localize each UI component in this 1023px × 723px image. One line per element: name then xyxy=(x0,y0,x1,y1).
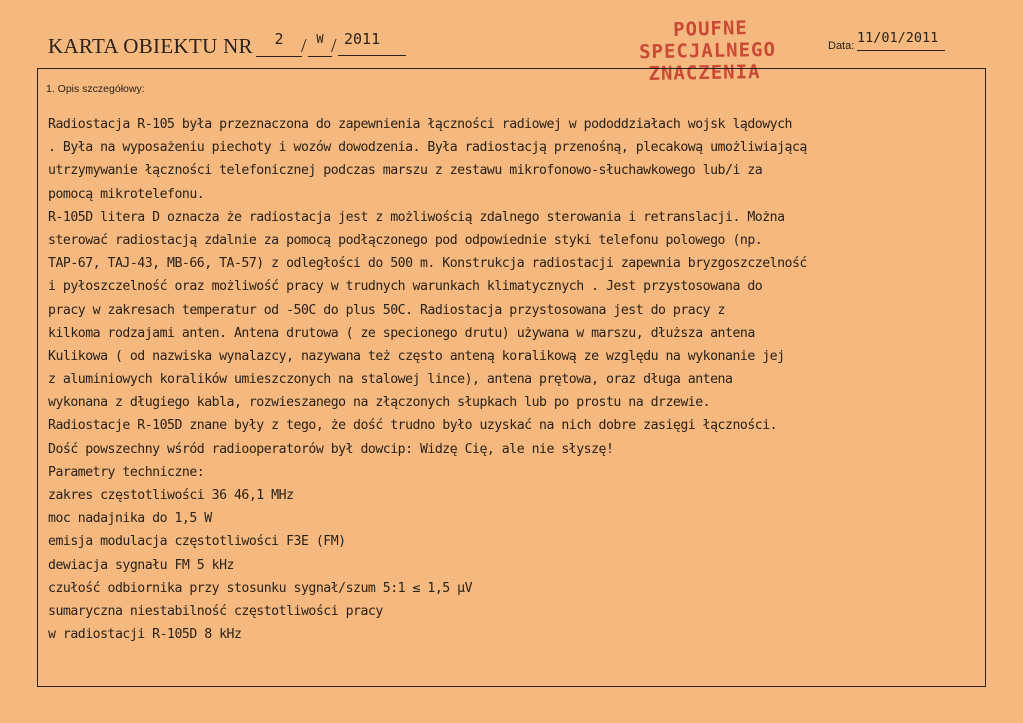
description-line: z aluminiowych koralików umieszczonych na stalowej lince), antena prętowa, oraz długa antena xyxy=(48,372,733,388)
description-line: Dość powszechny wśród radiooperatorów był dowcip: Widzę Cię, ale nie słyszę! xyxy=(48,441,614,457)
description-line: czułość odbiornika przy stosunku sygnał/szum 5:1 ≤ 1,5 μV xyxy=(48,580,473,596)
card-title: KARTA OBIEKTU NR xyxy=(48,34,253,58)
date-label: Data: xyxy=(828,40,855,52)
section-label: 1. Opis szczegółowy: xyxy=(46,83,145,95)
description-text xyxy=(48,113,973,646)
description-line: R-105D litera D oznacza że radiostacja jest z możliwością zdalnego sterowania i retranslacji. Można xyxy=(48,209,785,225)
stamp-line: ZNACZENIA xyxy=(648,61,761,85)
description-line: utrzymywanie łączności telefonicznej podczas marszu z zestawu mikrofonowo-słuchawkowego lub/i za xyxy=(48,163,763,179)
date-value: 11/01/2011 xyxy=(857,30,945,51)
stamp-line: SPECJALNEGO xyxy=(638,38,777,64)
number-separator: / xyxy=(331,35,337,57)
number-separator: / xyxy=(301,35,307,57)
description-line: i pyłoszczelność oraz możliwość pracy w trudnych warunkach klimatycznych . Jest przystosowana do xyxy=(48,279,763,295)
object-number-field-3: 2011 xyxy=(338,30,406,56)
stamp-line: POUFNE xyxy=(672,17,749,41)
description-line: pracy w zakresach temperatur od -50C do plus 50C. Radiostacja przystosowana jest do pracy z xyxy=(48,302,725,318)
description-line: TAP-67, TAJ-43, MB-66, TA-57) z odległości do 500 m. Konstrukcja radiostacji zapewnia bryzgoszczelność xyxy=(48,256,807,272)
description-line: Kulikowa ( od nazwiska wynalazcy, nazywana też często anteną koralikową ze względu na wykonanie jej xyxy=(48,348,785,364)
description-line: Parametry techniczne: xyxy=(48,464,205,480)
description-line: Radiostacje R-105D znane były z tego, że dość trudno było uzyskać na nich dobre zasięgi łączności. xyxy=(48,418,778,434)
object-number-field-2: W xyxy=(308,30,332,57)
description-line: sumaryczna niestabilność częstotliwości pracy xyxy=(48,603,383,619)
description-line: Radiostacja R-105 była przeznaczona do zapewnienia łączności radiowej w pododdziałach wojsk lądowych xyxy=(48,117,792,132)
description-line: emisja modulacja częstotliwości F3E (FM) xyxy=(48,534,346,550)
description-line: pomocą mikrotelefonu. xyxy=(48,186,205,202)
object-number-field-1: 2 xyxy=(256,30,302,57)
description-line: sterować radiostacją zdalnie za pomocą podłączonego pod odpowiednie styki telefonu polowego (np. xyxy=(48,232,763,248)
description-line: moc nadajnika do 1,5 W xyxy=(48,511,212,527)
description-line: kilkoma rodzajami anten. Antena drutowa ( ze specionego drutu) używana w marszu, dłuższa antena xyxy=(48,325,755,341)
description-line: wykonana z długiego kabla, rozwieszanego na złączonych słupkach lub po prostu na drzewie. xyxy=(48,395,711,411)
description-line: . Była na wyposażeniu piechoty i wozów dowodzenia. Była radiostacją przenośną, plecakową umożliwiającą xyxy=(48,140,807,156)
description-line: dewiacja sygnału FM 5 kHz xyxy=(48,557,234,573)
description-line: zakres częstotliwości 36 46,1 MHz xyxy=(48,488,294,503)
description-line: w radiostacji R-105D 8 kHz xyxy=(48,627,242,643)
